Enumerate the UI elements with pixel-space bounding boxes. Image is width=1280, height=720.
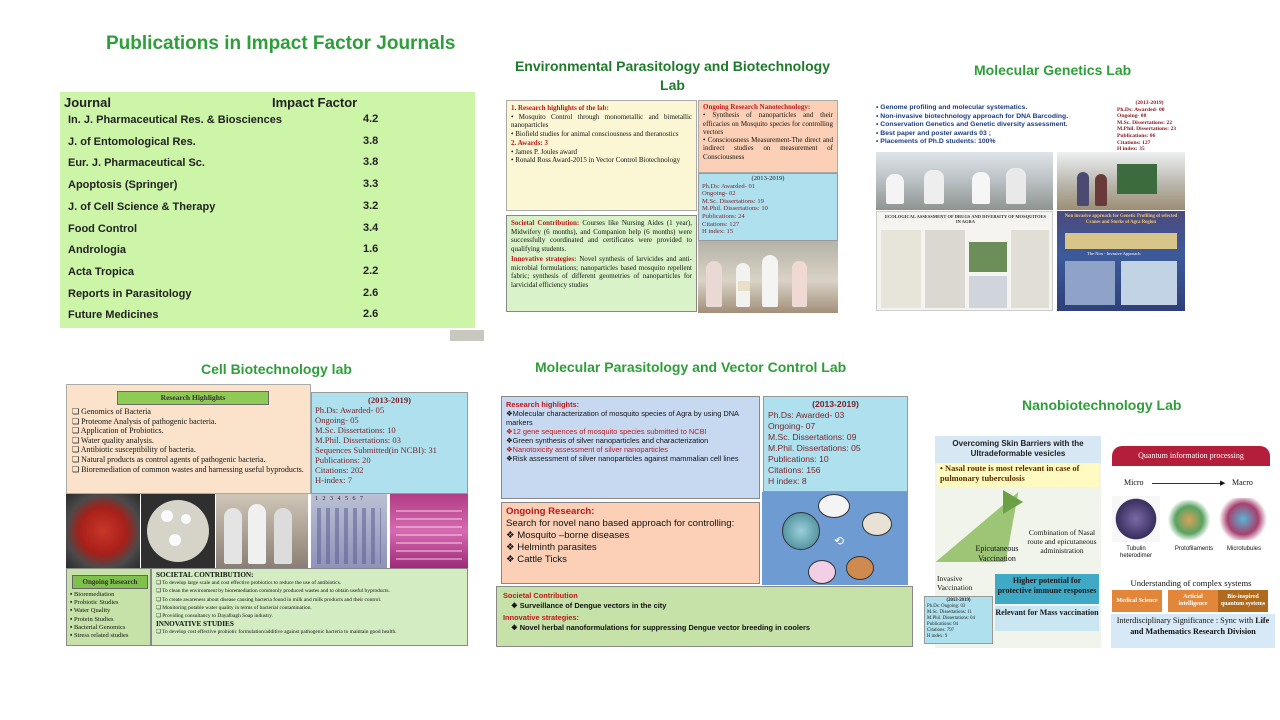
impact-factor: 2.6: [363, 308, 379, 321]
bullet-icon: ❖: [506, 554, 518, 565]
journals-table: [60, 92, 475, 328]
cell-highlight-item-text: Antibiotic susceptibility of bacteria.: [80, 445, 196, 455]
env-highlight-item: [511, 113, 692, 130]
struct-label: Microtubules: [1226, 546, 1261, 552]
skin-panel: [927, 436, 1101, 648]
env-awards-list: [511, 148, 692, 165]
molpara-ongoing-item-text: Cattle Ticks: [517, 554, 567, 565]
bullet-icon: ❏: [72, 407, 82, 416]
mol-para-stats-period: (2013-2019): [812, 399, 859, 409]
bullet-icon: ❖: [506, 436, 513, 445]
env-highlights-heading: 1. Research highlights of the lab:: [511, 104, 609, 112]
journal-name: Food Control: [68, 222, 138, 235]
cell-ongoing-item-text: Stress related studies: [73, 632, 129, 640]
cell-societal-item: [156, 587, 463, 595]
molgen-bullet: [876, 113, 1116, 122]
cell-highlight-item: [72, 426, 308, 436]
cell-ongoing-item: [70, 591, 128, 599]
relevant-label: Relevant for Mass vaccination: [995, 606, 1099, 631]
molpara-highlight-text: Risk assessment of silver nanoparticles against mammalian cell lines: [512, 454, 739, 463]
mol-para-ongoing: [501, 502, 760, 584]
table-corner: [450, 330, 484, 341]
higher-label: Higher potential for protective immune responses: [995, 574, 1099, 604]
molgen-bullet: [876, 104, 1116, 113]
env-award-item-text: James P. Joules award: [515, 147, 578, 156]
env-innovative: Innovative strategies: Novel synthesis of larvicides and anti-microbial formulations; nanoparticles based mosquito repellent fabric; synthesis of different geometries of nanoparticles for larvicidal efficiency studies: [511, 255, 692, 289]
molgen-bullet-text: Conservation Genetics and Genetic diversity assessment.: [880, 121, 1068, 129]
molpara-highlight-item: [506, 436, 755, 445]
env-stat-line: Ongoing- 02: [702, 190, 736, 198]
interdisc-box: Interdisciplinary Significance : Sync with Life and Mathematics Research Division: [1111, 614, 1275, 648]
env-highlights-list: [511, 113, 692, 139]
molpara-highlight-item: [506, 409, 755, 427]
mol-para-highlights: [501, 396, 760, 499]
cell-ongoing-item: [70, 607, 128, 615]
gel-lanes: 1 2 3 4 5 6 7: [315, 496, 363, 502]
journal-row: [60, 110, 475, 132]
impact-header: Impact Factor: [272, 95, 358, 110]
bullet-icon: ▪: [70, 632, 74, 640]
molpara-stat-line: H index: 8: [768, 476, 807, 486]
understanding-label: Understanding of complex systems: [1130, 578, 1252, 588]
cell-societal-item: [156, 604, 463, 612]
cell-highlight-item: [72, 407, 308, 417]
cell-ongoing-item-text: Probiotic Studies: [73, 599, 119, 607]
nano-stat-line: H index: 9: [927, 634, 948, 639]
cell-ongoing-item-text: Water Quality: [73, 607, 111, 615]
cell-stat-line: H-index: 7: [315, 475, 352, 485]
env-nano-heading: Ongoing Research Nanotechnology:: [703, 103, 811, 111]
env-award-item-text: Ronald Ross Award-2015 in Vector Control Biotechnology: [515, 156, 681, 164]
molgen-bullet: [876, 130, 1116, 139]
molgen-stat-line: Citations: 127: [1117, 139, 1151, 146]
mol-para-ongoing-heading: Ongoing Research:: [506, 506, 595, 517]
bullet-icon: ❏: [72, 445, 81, 455]
cell-stat-line: Sequences Submitted(in NCBI): 31: [315, 445, 437, 455]
protofilament-image: [1166, 500, 1212, 540]
journal-name: Reports in Parasitology: [68, 287, 192, 300]
bullet-icon: •: [876, 138, 881, 146]
molgen-bullet-text: Best paper and poster awards 03 ;: [880, 129, 991, 137]
env-highlights-box: [506, 100, 697, 211]
cell-plate-photo: [141, 494, 215, 568]
env-nano-item: [703, 136, 833, 161]
bullet-icon: •: [876, 129, 881, 137]
molgen-lab-photo: [876, 152, 1053, 210]
molpara-stat-line: Ph.Ds: Awarded- 03: [768, 410, 845, 420]
mol-para-stats: [763, 396, 908, 492]
env-nano-box: [698, 100, 838, 173]
nano-stat-line: Ph.Ds: Ongoing: 03: [927, 604, 966, 609]
impact-factor: 3.8: [363, 134, 379, 147]
bullet-icon: ❏: [156, 604, 163, 611]
mol-para-innov-item: ❖ Novel herbal nanoformulations for suppressing Dengue vector breeding in coolers: [511, 623, 811, 632]
journal-name: J. of Entomological Res.: [68, 135, 196, 148]
bullet-icon: •: [876, 112, 881, 120]
nano-stat-line: Citations: 797: [927, 628, 955, 633]
env-stat-line: Citations: 127: [702, 220, 740, 228]
cell-societal-heading: SOCIETAL CONTRIBUTION:: [156, 571, 254, 579]
cell-stats-box: [311, 392, 468, 494]
molpara-highlight-text: 12 gene sequences of mosquito species submitted to NCBI: [512, 427, 707, 436]
bullet-icon: •: [876, 104, 881, 111]
nano-stats: (2013-2019) Ph.Ds: Ongoing: 03 M.Sc. Dissertations: 11 M.Phil. Dissertations: 04 Publications: 04 Citations: 797 H index: 9: [924, 596, 993, 644]
env-nano-item: [703, 111, 833, 136]
skin-title: Overcoming Skin Barriers with the Ultradeformable vesicles: [935, 436, 1101, 463]
bullet-icon: •: [703, 136, 708, 145]
molpara-highlight-text: Molecular characterization of mosquito species of Agra by using DNA markers: [506, 409, 739, 427]
env-lab-title-line1: Environmental Parasitology and Biotechnology: [514, 58, 831, 74]
mol-para-societal: [496, 586, 913, 647]
struct-label: Tubulin heterodimer: [1119, 546, 1152, 559]
molpara-ongoing-item: [506, 542, 755, 554]
bullet-icon: •: [703, 111, 713, 120]
env-award-item: [511, 156, 692, 165]
env-stats-list: [702, 183, 834, 236]
mol-para-innov-heading: Innovative strategies:: [503, 613, 579, 622]
cell-highlight-item-text: Bioremediation of common wastes and harnessing useful byproducts.: [81, 464, 304, 474]
cell-stats-period: (2013-2019): [368, 395, 411, 405]
mol-gen-title: Molecular Genetics Lab: [974, 62, 1132, 78]
bullet-icon: ❖: [506, 530, 518, 541]
cell-highlight-item-text: Proteome Analysis of pathogenic bacteria.: [81, 416, 217, 426]
nano-stat-line: M.Sc. Dissertations: 11: [927, 610, 972, 615]
molpara-ongoing-item-text: Mosquito –borne diseases: [517, 530, 630, 541]
env-nano-item-text: Synthesis of nanoparticles and their efficacies on Mosquito species for controlling vectors: [703, 111, 834, 136]
poster-left-title: ECOLOGICAL ASSESSMENT OF DRUGS AND DIVERSITY OF MOSQUITOES IN AGRA: [885, 214, 1046, 224]
impact-factor: 3.3: [363, 178, 379, 191]
mol-gen-stats: [1117, 100, 1182, 154]
bullet-icon: ❏: [156, 580, 163, 587]
cell-ongoing-item: [70, 624, 128, 632]
cell-societal-item-text: To create awareness about disease causing bacteria found in milk and milk products and their control.: [162, 596, 382, 603]
bullet-icon: •: [876, 121, 881, 129]
cell-bio-title: Cell Biotechnology lab: [201, 361, 352, 377]
cell-societal-item: [156, 596, 463, 604]
cell-ongoing-item-text: Protein Studies: [73, 615, 114, 623]
combo-label: Combination of Nasal route and epicutaneous administration: [1027, 528, 1097, 555]
env-nano-item-text: Consciousness Measurement-The direct and indirect studies on measurement of Consciousness: [703, 136, 834, 161]
journal-header: Journal: [64, 95, 111, 110]
molpara-highlight-item: [506, 427, 755, 436]
impact-factor: 3.4: [363, 221, 379, 234]
field-box: Bio-inspired quantum systems: [1218, 590, 1268, 612]
journal-row: [60, 219, 475, 241]
molgen-bullet-text: Placements of Ph.D students: 100%: [880, 138, 996, 146]
molpara-ongoing-item: [506, 530, 755, 542]
field-box: Medical Science: [1112, 590, 1162, 612]
journal-row: [60, 132, 475, 154]
bullet-icon: ❖: [506, 445, 513, 454]
molgen-stat-line: Ongoing- 08: [1117, 113, 1147, 120]
impact-factor: 3.8: [363, 156, 379, 169]
bullet-icon: •: [511, 147, 516, 156]
cell-stat-line: Ph.Ds: Awarded- 05: [315, 405, 385, 415]
molpara-highlight-text: Nanotoxicity assessment of silver nanoparticles: [512, 445, 668, 454]
molgen-stat-line: M.Sc. Dissertations: 22: [1117, 119, 1172, 126]
molpara-stat-line: Citations: 156: [768, 465, 821, 475]
molgen-bullet: [876, 138, 1116, 147]
cell-innov-item-text: To develop cost effective probiotic formulation/additive against pathogenic bacteria to maintain good health.: [162, 629, 397, 636]
cell-ongoing-item: [70, 599, 128, 607]
nasal-box: • Nasal route is most relevant in case of pulmonary tuberculosis: [937, 464, 1099, 487]
mol-para-highlights-heading: Research highlights:: [506, 400, 580, 409]
quantum-panel: [1106, 436, 1275, 648]
cell-highlight-item: [72, 455, 308, 465]
journal-name: J. of Cell Science & Therapy: [68, 200, 216, 213]
cell-highlight-item: [72, 417, 308, 427]
field-box: Articial intelligence: [1168, 590, 1218, 612]
journal-name: Eur. J. Pharmaceutical Sc.: [68, 157, 205, 170]
molpara-ongoing-item: [506, 554, 755, 566]
env-awards-heading: 2. Awards: 3: [511, 139, 549, 147]
molpara-stat-line: M.Phil. Dissertations: 05: [768, 443, 861, 453]
cell-highlight-item: [72, 436, 308, 446]
journal-row: [60, 197, 475, 219]
cell-ongoing-item: [70, 632, 128, 640]
cell-stat-line: M.Phil. Dissertations: 03: [315, 435, 401, 445]
bullet-icon: ❖: [506, 542, 518, 553]
cell-highlight-item: [72, 445, 308, 455]
molgen-stat-line: H index: 35: [1117, 146, 1145, 153]
cell-innov-item: [156, 628, 463, 636]
cell-ongoing-box: [66, 568, 151, 646]
epi-label: Epicutaneous Vaccination: [975, 544, 1019, 563]
journal-row: [60, 153, 475, 175]
cell-ongoing-item: [70, 616, 128, 624]
env-lab-title: [506, 57, 839, 95]
cell-ongoing-heading: Ongoing Research: [72, 575, 148, 589]
molpara-stat-line: Publications: 10: [768, 454, 829, 464]
molgen-stat-line: Publications: 06: [1117, 132, 1156, 139]
cell-highlight-item-text: Genomics of Bacteria: [81, 407, 151, 416]
env-award-item: [511, 148, 692, 157]
nano-stat-line: Publications: 04: [927, 622, 959, 627]
cell-societal-item-text: To develop large scale and cost effective probiotics to reduce the use of antibiotics.: [162, 580, 342, 587]
impact-factor: 1.6: [363, 243, 379, 256]
molgen-poster-right: [1057, 211, 1185, 311]
bullet-icon: ❏: [156, 588, 163, 595]
cell-students-photo: [216, 494, 308, 568]
cell-stat-line: M.Sc. Dissertations: 10: [315, 425, 396, 435]
cell-highlight-item: [72, 465, 308, 475]
struct-label: Protofilaments: [1174, 546, 1214, 552]
quantum-title: Quantum information processing: [1112, 446, 1270, 466]
bullet-icon: ▪: [70, 599, 74, 607]
mol-para-ongoing-intro: Search for novel nano based approach for controlling:: [506, 518, 735, 529]
bullet-icon: ▪: [70, 607, 74, 615]
molgen-poster-left: [876, 211, 1053, 311]
cell-innov-heading: INNOVATIVE STUDIES: [156, 620, 234, 629]
publications-title: Publications in Impact Factor Journals: [106, 33, 456, 54]
impact-factor: 4.2: [363, 113, 379, 125]
molpara-highlight-item: [506, 445, 755, 454]
invasive-label: Invasive Vaccination: [937, 574, 973, 592]
env-stat-line: H index: 15: [702, 228, 734, 236]
cell-highlights-heading: Research Highlights: [117, 391, 269, 405]
cell-societal-item: [156, 579, 463, 587]
cell-petri-photo: [66, 494, 140, 568]
cell-pink-gel-photo: [390, 494, 468, 568]
cell-societal-item-text: To clean the environment by bioremediation commonly produced wastes and to obtain useful byproducts.: [162, 588, 390, 595]
molgen-bullet-text: Genome profiling and molecular systematics.: [880, 104, 1028, 111]
molgen-field-photo: [1057, 152, 1185, 210]
bullet-icon: ❖: [506, 454, 513, 463]
bullet-icon: •: [511, 129, 516, 138]
env-highlight-item: [511, 130, 692, 139]
journal-row: [60, 305, 475, 327]
cell-highlight-item-text: Water quality analysis.: [81, 435, 154, 445]
impact-factor: 2.2: [363, 264, 379, 277]
journal-name: Apoptosis (Springer): [68, 179, 178, 192]
cell-ongoing-item-text: Bioremediation: [73, 591, 115, 598]
cell-stat-line: Ongoing- 05: [315, 415, 359, 425]
molpara-stat-line: Ongoing- 07: [768, 421, 816, 431]
micro-macro-arrow: Micro ▶ Macro: [1124, 478, 1253, 487]
bullet-icon: •: [511, 112, 519, 121]
env-stats-box: [698, 173, 838, 241]
bullet-icon: ▪: [70, 591, 74, 598]
poster-right-sub: The Non - Invasive Approach: [1087, 251, 1141, 256]
cell-societal-item-text: Monitoring potable water quality in terms of bacterial contamination.: [162, 604, 312, 611]
cell-societal-item-text: Providing consultancy to Dayalbagh Soap industry.: [162, 613, 273, 620]
env-societal-box: [506, 215, 697, 312]
poster-right-title: Non invasive approach for Genetic Profiling of selected Cranes and Storks of Agra Region: [1064, 214, 1178, 225]
env-stat-line: Ph.Ds: Awarded- 01: [702, 182, 756, 190]
journal-name: In. J. Pharmaceutical Res. & Biosciences: [68, 114, 282, 126]
env-group-photo: [698, 241, 838, 313]
molpara-stat-line: M.Sc. Dissertations: 09: [768, 432, 857, 442]
cell-highlight-item-text: Natural products as control agents of pathogenic bacteria.: [81, 454, 266, 464]
journal-row: [60, 262, 475, 284]
journal-name: Future Medicines: [68, 309, 159, 322]
bullet-icon: ❏: [156, 596, 163, 603]
journal-name: Andrologia: [68, 244, 127, 257]
cell-stat-line: Citations: 202: [315, 465, 364, 475]
env-societal: Societal Contribution: Courses like Nursing Aides (1 year), Midwifery (6 months), and Companion help (6 months) were successfully coordinated and certificates were provided to qualifying students.: [511, 219, 692, 253]
mol-para-societal-heading: Societal Contribution: [503, 591, 578, 600]
bullet-icon: ▪: [70, 623, 74, 631]
cell-highlight-item-text: Application of Probiotics.: [80, 426, 164, 436]
cell-stat-line: Publications: 20: [315, 455, 371, 465]
mol-gen-bullets: [876, 104, 1116, 152]
journal-row: [60, 284, 475, 306]
mosquito-cycle-diagram: ⟲: [762, 492, 908, 585]
cell-societal-box: [151, 568, 468, 646]
bullet-icon: ❏: [72, 435, 82, 445]
bullet-icon: •: [511, 156, 516, 164]
journal-row: [60, 175, 475, 197]
bullet-icon: ❖: [506, 409, 513, 418]
mol-para-societal-item: ❖ Surveillance of Dengue vectors in the city: [511, 601, 667, 610]
env-stat-line: Publications: 24: [702, 212, 745, 220]
bullet-icon: ❏: [72, 416, 82, 426]
bullet-icon: ❖: [506, 427, 513, 436]
bullet-icon: ❏: [72, 464, 82, 474]
env-nano-list: [703, 111, 833, 161]
microtubule-image: [1216, 498, 1270, 540]
molgen-bullet-text: Non-invasive biotechnology approach for DNA Barcoding.: [880, 112, 1069, 120]
bullet-icon: ❏: [156, 613, 163, 620]
env-stats-period: (2013-2019): [751, 175, 785, 182]
cell-highlights-box: [66, 384, 311, 494]
nano-stat-line: M.Phil. Dissertations: 04: [927, 616, 975, 621]
journal-name: Acta Tropica: [68, 265, 135, 278]
nano-title: Nanobiotechnology Lab: [1022, 397, 1182, 413]
bullet-icon: ❏: [72, 454, 82, 464]
bullet-icon: ❏: [156, 629, 163, 636]
impact-factor: 2.6: [363, 286, 379, 299]
env-stat-line: M.Sc. Dissertations: 19: [702, 197, 764, 205]
molgen-stat-line: M.Phil. Dissertations: 23: [1117, 126, 1177, 133]
env-highlight-item-text: Mosquito Control through monometallic and bimetallic nanoparticles: [511, 112, 692, 129]
mol-para-title: Molecular Parasitology and Vector Control Lab: [535, 359, 847, 375]
bullet-icon: ▪: [70, 615, 74, 623]
cell-ongoing-item-text: Bacterial Genomics: [73, 623, 126, 631]
molgen-bullet: [876, 121, 1116, 130]
molgen-stat-line: Ph.Ds: Awarded- 00: [1117, 106, 1165, 113]
env-stat-line: M.Phil. Dissertations: 10: [702, 205, 768, 213]
cell-societal-item: [156, 612, 463, 620]
cell-gel-photo: [311, 494, 387, 568]
env-highlight-item-text: Biofield studies for animal consciousness and theranostics: [515, 129, 679, 138]
journal-row: [60, 240, 475, 262]
bullet-icon: ❏: [72, 426, 81, 436]
mol-gen-stats-period: (2013-2019): [1135, 100, 1164, 106]
env-lab-title-line2: Lab: [660, 77, 685, 93]
molpara-ongoing-item-text: Helminth parasites: [517, 542, 597, 553]
molpara-highlight-text: Green synthesis of silver nanoparticles and characterization: [512, 436, 709, 445]
molpara-highlight-item: [506, 454, 755, 463]
impact-factor: 3.2: [363, 199, 379, 212]
tubulin-image: [1112, 496, 1160, 542]
